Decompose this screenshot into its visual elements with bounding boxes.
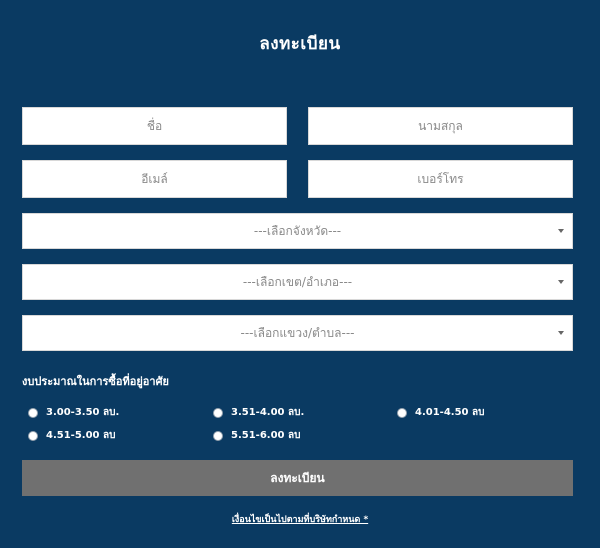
page-title: ลงทะเบียน [259, 34, 341, 54]
budget-label: งบประมาณในการซื้อที่อยู่อาศัย [22, 375, 170, 388]
radio-icon[interactable] [397, 408, 407, 418]
radio-icon[interactable] [28, 408, 38, 418]
radio-icon[interactable] [213, 431, 223, 441]
district-select-value: ---เลือกเขต/อำเภอ--- [242, 274, 353, 289]
budget-option-3[interactable] [397, 405, 484, 420]
budget-option-label: 3.00-3.50 ลบ. [46, 407, 120, 418]
last-name-placeholder: นามสกุล [418, 118, 463, 133]
budget-option-5[interactable] [213, 428, 300, 443]
chevron-down-icon [558, 280, 564, 284]
subdistrict-select[interactable] [22, 315, 573, 351]
radio-icon[interactable] [213, 408, 223, 418]
budget-option-label: 5.51-6.00 ลบ [231, 430, 301, 441]
first-name-input[interactable] [22, 107, 287, 145]
budget-option-label: 3.51-4.00 ลบ. [231, 407, 305, 418]
district-select[interactable] [22, 264, 573, 300]
phone-input[interactable] [308, 160, 573, 198]
register-button[interactable]: ลงทะเบียน [22, 460, 573, 496]
radio-icon[interactable] [28, 431, 38, 441]
chevron-down-icon [558, 331, 564, 335]
terms-link[interactable]: เงื่อนไขเป็นไปตามที่บริษัทกำหนด * [231, 515, 369, 525]
province-select[interactable] [22, 213, 573, 249]
budget-option-1[interactable] [28, 405, 119, 420]
province-select-value: ---เลือกจังหวัด--- [253, 223, 342, 238]
phone-placeholder: เบอร์โทร [417, 171, 464, 186]
chevron-down-icon [558, 229, 564, 233]
subdistrict-select-value: ---เลือกแขวง/ตำบล--- [240, 325, 355, 340]
budget-option-label: 4.51-5.00 ลบ [46, 430, 116, 441]
budget-option-2[interactable] [213, 405, 304, 420]
email-input[interactable] [22, 160, 287, 198]
email-placeholder: อีเมล์ [141, 171, 168, 186]
budget-option-label: 4.01-4.50 ลบ [415, 407, 485, 418]
first-name-placeholder: ชื่อ [146, 118, 163, 133]
last-name-input[interactable] [308, 107, 573, 145]
budget-option-4[interactable] [28, 428, 115, 443]
